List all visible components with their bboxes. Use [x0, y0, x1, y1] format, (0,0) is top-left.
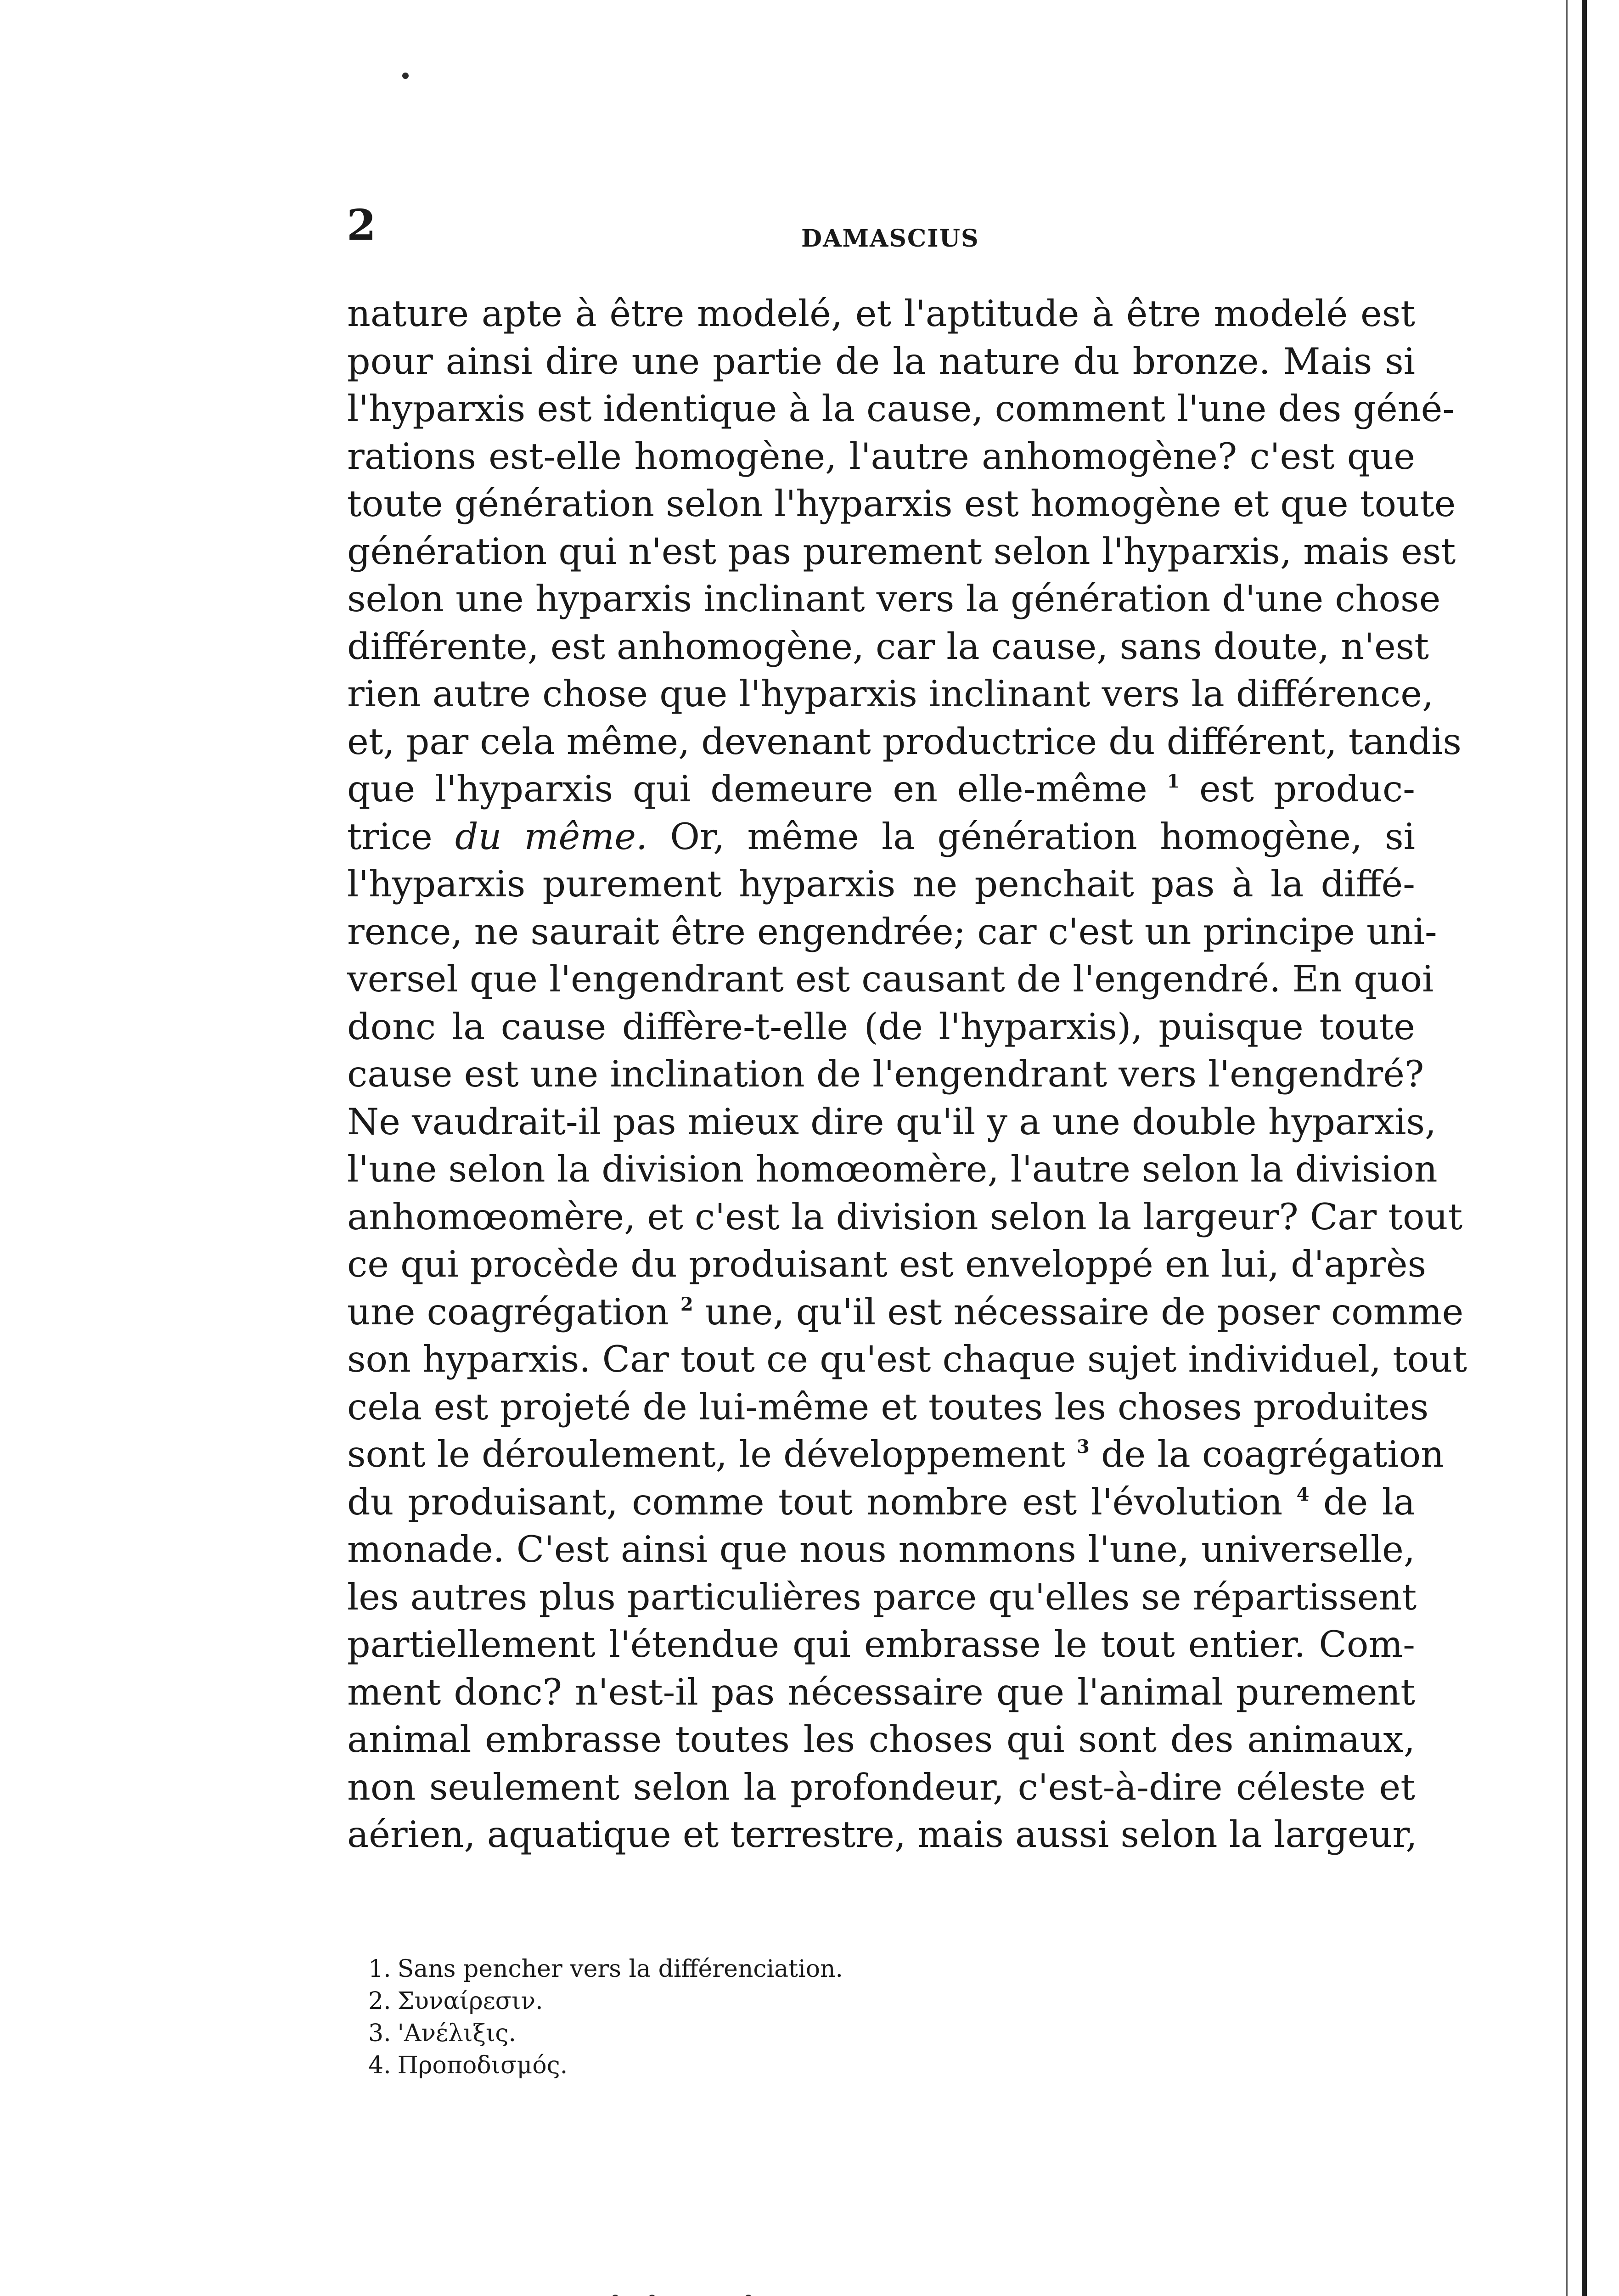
ink-speck [402, 73, 409, 79]
text-line: rien autre chose que l'hyparxis inclinant vers la différence, [347, 673, 1434, 715]
footnote [368, 2017, 843, 2049]
text-line: toute génération selon l'hyparxis est homogène et que toute [347, 483, 1456, 525]
text-line [347, 813, 1415, 861]
text-segment: que l'hyparxis qui demeure en elle-même [347, 768, 1147, 810]
text-line: Ne vaudrait-il pas mieux dire qu'il y a une double hyparxis, [347, 1100, 1437, 1143]
footnote [368, 1985, 843, 2017]
text-segment: une, qu'il est nécessaire de poser comme [704, 1290, 1464, 1333]
page-edge-line-thin [1566, 0, 1568, 2296]
text-line: génération qui n'est pas purement selon l'hyparxis, mais est [347, 530, 1456, 573]
text-line: et, par cela même, devenant productrice du différent, tandis [347, 720, 1462, 763]
text-segment: de la coagrégation [1101, 1433, 1445, 1475]
footnote-number: 2. [368, 1987, 391, 2015]
text-line [347, 765, 1415, 813]
footnote-text: Sans pencher vers la différenciation. [397, 1955, 843, 1983]
text-line [347, 1431, 1445, 1479]
footnote-ref: 1 [1167, 771, 1180, 792]
text-line: versel que l'engendrant est causant de l'engendré. En quoi [347, 958, 1434, 1000]
page-edge-line [1582, 0, 1587, 2296]
text-line: aérien, aquatique et terrestre, mais aussi selon la largeur, [347, 1813, 1417, 1856]
text-line: animal embrasse toutes les choses qui sont des animaux, [347, 1718, 1415, 1761]
text-segment: du produisant, comme tout nombre est l'évolution [347, 1480, 1283, 1523]
running-title: DAMASCIUS [801, 225, 979, 253]
italic-text: du même. [455, 815, 648, 858]
footnote-ref: 3 [1077, 1436, 1090, 1458]
text-line: l'hyparxis purement hyparxis ne penchait pas à la diffé- [347, 863, 1415, 905]
footnote-ref: 2 [680, 1293, 693, 1315]
text-line: partiellement l'étendue qui embrasse le tout entier. Com- [347, 1623, 1415, 1666]
footnote-ref: 4 [1296, 1483, 1310, 1505]
text-line: rations est-elle homogène, l'autre anhomogène? c'est que [347, 435, 1415, 478]
text-segment: est produc- [1199, 768, 1415, 810]
perforated-stamp-invn [441, 2289, 790, 2296]
body-text [347, 290, 1467, 1859]
text-line: son hyparxis. Car tout ce qu'est chaque sujet individuel, tout [347, 1338, 1467, 1380]
footnotes [368, 1953, 843, 2082]
text-line: ment donc? n'est-il pas nécessaire que l'animal purement [347, 1671, 1415, 1713]
text-line: monade. C'est ainsi que nous nommons l'une, universelle, [347, 1528, 1415, 1570]
text-line: rence, ne saurait être engendrée; car c'est un principe uni- [347, 910, 1437, 953]
text-segment: trice [347, 815, 433, 858]
text-line: cela est projeté de lui-même et toutes les choses produites [347, 1385, 1429, 1428]
footnote-number: 4. [368, 2052, 391, 2079]
text-line: nature apte à être modelé, et l'aptitude à être modelé est [347, 293, 1415, 335]
text-line [347, 1289, 1464, 1336]
text-line: les autres plus particulières parce qu'elles se répartissent [347, 1576, 1417, 1618]
text-line: l'hyparxis est identique à la cause, comment l'une des géné- [347, 388, 1455, 430]
footnote-text: 'Ανέλιξις. [397, 2020, 517, 2047]
footnote [368, 1953, 843, 1985]
text-segment: une coagrégation [347, 1290, 669, 1333]
text-line [347, 1479, 1415, 1526]
text-segment: de la [1323, 1480, 1416, 1523]
footnote-text: Συναίρεσιν. [397, 1987, 543, 2015]
text-segment: Or, même la génération homogène, si [670, 815, 1415, 858]
footnote-number: 3. [368, 2020, 391, 2047]
text-line: l'une selon la division homœomère, l'autre selon la division [347, 1148, 1438, 1190]
footnote-number: 1. [368, 1955, 391, 1983]
page-number: 2 [347, 200, 377, 250]
footnote [368, 2049, 843, 2082]
text-line: ce qui procède du produisant est enveloppé en lui, d'après [347, 1243, 1427, 1285]
text-line: donc la cause diffère-t-elle (de l'hyparxis), puisque toute [347, 1005, 1415, 1048]
text-line: selon une hyparxis inclinant vers la génération d'une chose [347, 578, 1441, 620]
text-line: cause est une inclination de l'engendrant vers l'engendré? [347, 1053, 1424, 1095]
text-line: anhomœomère, et c'est la division selon la largeur? Car tout [347, 1195, 1463, 1238]
text-line: non seulement selon la profondeur, c'est-à-dire céleste et [347, 1766, 1415, 1808]
text-line: pour ainsi dire une partie de la nature du bronze. Mais si [347, 340, 1415, 383]
text-segment: sont le déroulement, le développement [347, 1433, 1065, 1475]
footnote-text: Προποδισμός. [397, 2052, 568, 2079]
text-line: différente, est anhomogène, car la cause, sans doute, n'est [347, 625, 1429, 668]
